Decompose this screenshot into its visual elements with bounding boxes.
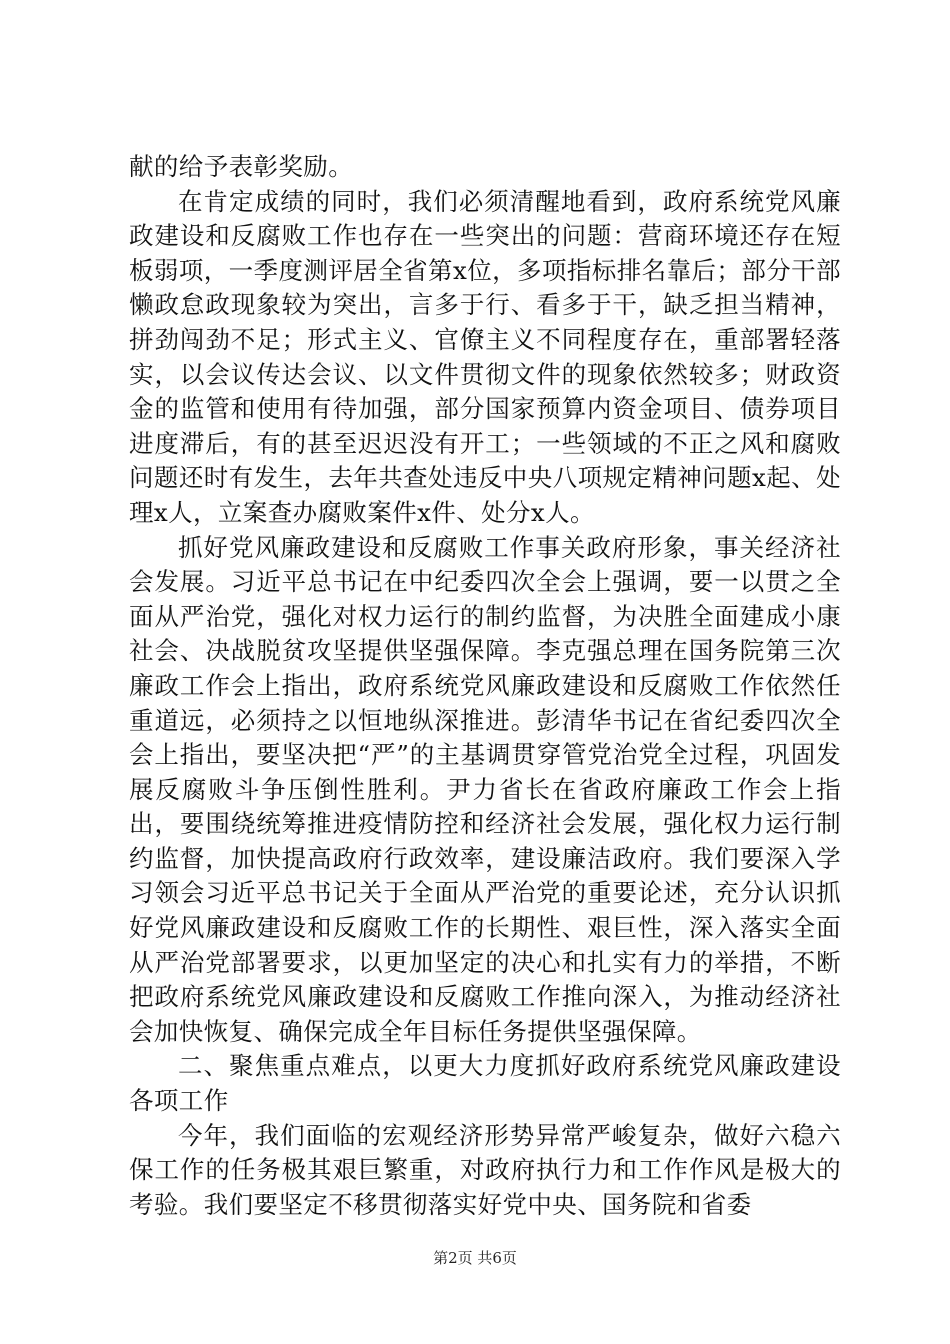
paragraph-3: 抓好党风廉政建设和反腐败工作事关政府形象，事关经济社会发展。习近平总书记在中纪委四次全会上强调，要一以贯之全面从严治党，强化对权力运行的制约监督，为决胜全面建成小康社会、决战脱贫攻坚提供坚强保障。李克强总理在国务院第三次廉政工作会上指出，政府系统党风廉政建设和反腐败工作依然任重道远，必须持之以恒地纵深推进。彭清华书记在省纪委四次全会上指出，要坚决把“严”的主基调贯穿管党治党全过程，巩固发展反腐败斗争压倒性胜利。尹力省长在省政府廉政工作会上指出，要围绕统筹推进疫情防控和经济社会发展，强化权力运行制约监督，加快提高政府行政效率，建设廉洁政府。我们要深入学习领会习近平总书记关于全面从严治党的重要论述，充分认识抓好党风廉政建设和反腐败工作的长期性、艰巨性，深入落实全面从严治党部署要求，以更加坚定的决心和扎实有力的举措，不断把政府系统党风廉政建设和反腐败工作推向深入，为推动经济社会加快恢复、确保完成全年目标任务提供坚强保障。 xyxy=(129,532,841,1046)
section-heading: 二、聚焦重点难点，以更大力度抓好政府系统党风廉政建设各项工作 xyxy=(129,1051,841,1116)
paragraph-2: 在肯定成绩的同时，我们必须清醒地看到，政府系统党风廉政建设和反腐败工作也存在一些突出的问题：营商环境还存在短板弱项，一季度测评居全省第x位，多项指标排名靠后；部分干部懒政怠政现象较为突出，言多于行、看多于干，缺乏担当精神，拼劲闯劲不足；形式主义、官僚主义不同程度存在，重部署轻落实，以会议传达会议、以文件贯彻文件的现象依然较多；财政资金的监管和使用有待加强，部分国家预算内资金项目、债券项目进度滞后，有的甚至迟迟没有开工；一些领域的不正之风和腐败问题还时有发生，去年共查处违反中央八项规定精神问题x起、处理x人，立案查办腐败案件x件、处分x人。 xyxy=(129,186,841,527)
page-footer: 第2页 共6页 xyxy=(433,1249,517,1267)
paragraph-4: 今年，我们面临的宏观经济形势异常严峻复杂，做好六稳六保工作的任务极其艰巨繁重，对政府执行力和工作作风是极大的考验。我们要坚定不移贯彻落实好党中央、国务院和省委 xyxy=(129,1120,841,1219)
paragraph-1: 献的给予表彰奖励。 xyxy=(129,152,354,181)
document-body xyxy=(129,150,841,1222)
